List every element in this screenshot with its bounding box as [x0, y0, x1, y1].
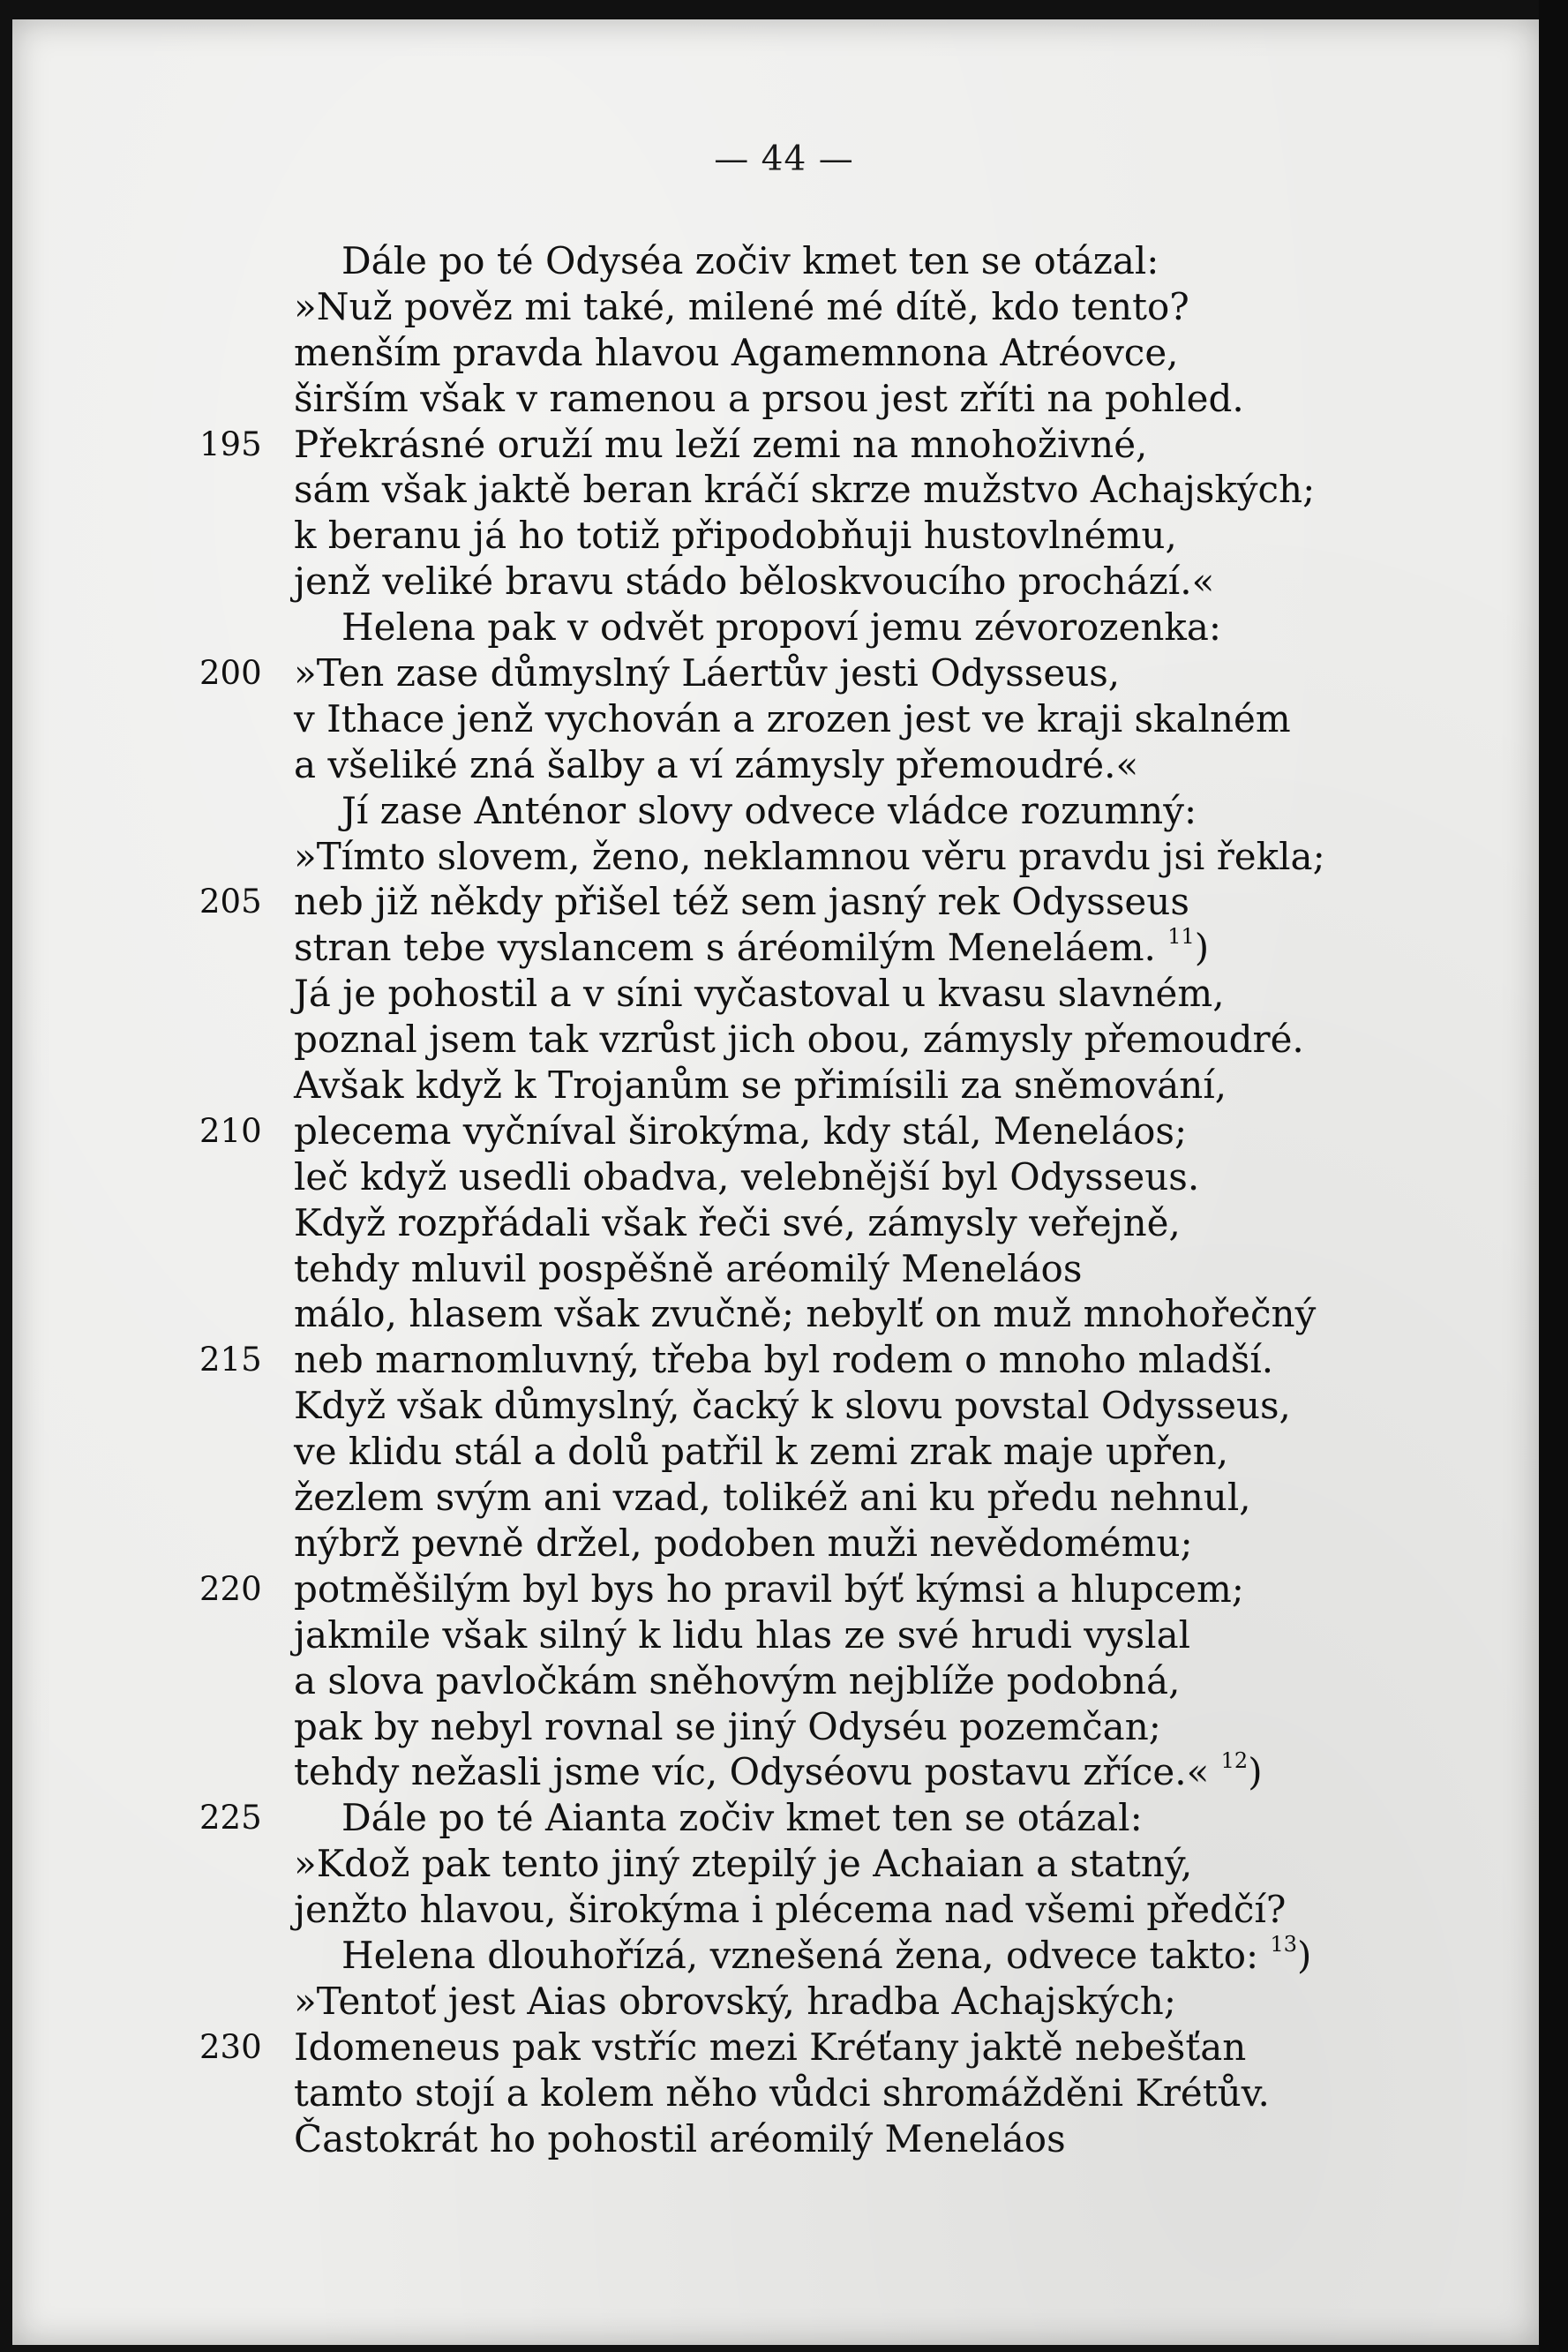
line-content: k beranu já ho totiž připodobňuji hustovlnému, [294, 514, 1177, 558]
line-content: Když rozpřádali však řeči své, zámysly veřejně, [294, 1200, 1181, 1244]
verse-line [0, 2116, 1568, 2162]
verse-line [0, 1612, 1568, 1658]
line-number: 230 [199, 2027, 262, 2066]
line-content: poznal jsem tak vzrůst jich obou, zámysly přemoudré. [294, 1018, 1304, 1062]
line-content: Jí zase Anténor slovy odvece vládce rozumný: [341, 788, 1197, 832]
line-text [294, 1291, 1316, 1337]
line-content: jenžto hlavou, širokýma i plécema nad všemi předčí? [294, 1888, 1287, 1932]
line-text [294, 1200, 1181, 1246]
line-text [294, 284, 1189, 330]
verse-line [0, 467, 1568, 513]
line-content: širším však v ramenou a prsou jest zříti na pohled. [294, 376, 1244, 420]
line-content: jakmile však silný k lidu hlas ze své hrudi vyslal [294, 1612, 1191, 1657]
line-text [341, 1795, 1143, 1841]
verse-line [0, 650, 1568, 696]
line-content: Helena pak v odvět propoví jemu zévorozenka: [341, 605, 1222, 650]
line-number: 210 [199, 1111, 262, 1150]
verse-line [0, 1979, 1568, 2025]
verse-line [0, 1383, 1568, 1429]
verse-line [0, 1429, 1568, 1475]
line-text [294, 467, 1315, 513]
verse-line [0, 1291, 1568, 1337]
line-text [294, 1154, 1199, 1200]
verse-line [0, 2025, 1568, 2070]
line-text [294, 971, 1225, 1017]
line-content: »Tentoť jest Aias obrovský, hradba Achajských; [294, 1979, 1176, 2023]
line-text [294, 1658, 1180, 1704]
line-text [294, 1567, 1244, 1612]
line-text [294, 1887, 1286, 1933]
verse-text [0, 238, 1568, 2161]
line-content: Dále po té Odyséa zočiv kmet ten se otázal: [341, 239, 1159, 282]
line-text [294, 513, 1177, 559]
footnote-paren: ) [1248, 1750, 1263, 1794]
line-content: »Nuž pověz mi také, milené mé dítě, kdo tento? [294, 284, 1189, 328]
line-content: »Ten zase důmyslný Láertův jesti Odysseus, [294, 651, 1121, 695]
line-text [294, 650, 1120, 696]
verse-line [0, 605, 1568, 650]
line-text [294, 1337, 1273, 1383]
verse-line [0, 1475, 1568, 1521]
line-content: leč když usedli obadva, velebnější byl Odysseus. [294, 1154, 1200, 1199]
line-text [294, 2116, 1066, 2162]
verse-line [0, 788, 1568, 834]
line-text [294, 2025, 1246, 2070]
line-content: neb marnomluvný, třeba byl rodem o mnoho mladší. [294, 1338, 1274, 1382]
line-text [294, 925, 1209, 971]
verse-line [0, 925, 1568, 971]
verse-line [0, 1841, 1568, 1887]
verse-line [0, 1063, 1568, 1108]
verse-line [0, 742, 1568, 788]
verse-line [0, 879, 1568, 925]
line-text [294, 879, 1189, 925]
line-number: 220 [199, 1569, 262, 1608]
line-text [341, 605, 1221, 650]
verse-line [0, 1704, 1568, 1750]
line-text [341, 238, 1159, 284]
line-text [294, 742, 1138, 788]
line-text [294, 834, 1325, 880]
line-text [294, 376, 1244, 422]
line-content: »Tímto slovem, ženo, neklamnou věru pravdu jsi řekla; [294, 834, 1325, 878]
footnote-paren: ) [1194, 926, 1210, 970]
line-text [294, 1979, 1176, 2025]
line-text [294, 1246, 1082, 1292]
line-content: málo, hlasem však zvučně; nebylť on muž mnohořečný [294, 1292, 1317, 1336]
line-content: potměšilým byl bys ho pravil býť kýmsi a hlupcem; [294, 1567, 1244, 1611]
line-text [294, 1612, 1190, 1658]
line-text [294, 696, 1291, 742]
verse-line [0, 1567, 1568, 1612]
verse-line [0, 1658, 1568, 1704]
verse-line [0, 376, 1568, 422]
line-content: Překrásné oruží mu leží zemi na mnohoživné, [294, 422, 1148, 466]
verse-line [0, 1200, 1568, 1246]
line-content: Dále po té Aianta zočiv kmet ten se otázal: [341, 1796, 1143, 1840]
line-content: Idomeneus pak vstříc mezi Kréťany jaktě nebešťan [294, 2025, 1247, 2069]
line-content: Když však důmyslný, čacký k slovu povstal Odysseus, [294, 1384, 1291, 1428]
line-content: žezlem svým ani vzad, tolikéž ani ku předu nehnul, [294, 1476, 1251, 1520]
line-text [294, 1108, 1187, 1154]
line-text [294, 422, 1147, 468]
line-text [294, 1063, 1227, 1108]
line-content: plecema vyčníval širokýma, kdy stál, Meneláos; [294, 1108, 1188, 1153]
line-content: tehdy nežasli jsme víc, Odyséovu postavu zříce.« [294, 1750, 1210, 1794]
line-content: nýbrž pevně držel, podoben muži nevědomému; [294, 1521, 1193, 1565]
line-text [294, 1017, 1304, 1063]
line-number: 225 [199, 1799, 262, 1837]
line-text [341, 1933, 1311, 1979]
line-content: Častokrát ho pohostil aréomilý Meneláos [294, 2116, 1066, 2160]
verse-line [0, 1108, 1568, 1154]
line-number: 215 [199, 1341, 262, 1379]
line-text [294, 330, 1179, 376]
verse-line [0, 2070, 1568, 2116]
line-content: a všeliké zná šalby a ví zámysly přemoudré.« [294, 742, 1139, 786]
line-text [294, 1704, 1161, 1750]
line-content: v Ithace jenž vychován a zrozen jest ve kraji skalném [294, 696, 1291, 740]
line-text [294, 1521, 1193, 1567]
line-text [294, 1475, 1251, 1521]
verse-line [0, 971, 1568, 1017]
line-content: pak by nebyl rovnal se jiný Odyséu pozemčan; [294, 1704, 1161, 1748]
verse-line [0, 1887, 1568, 1933]
line-text [294, 2070, 1270, 2116]
line-text [294, 1841, 1192, 1887]
line-content: neb již někdy přišel též sem jasný rek Odysseus [294, 880, 1189, 924]
line-content: sám však jaktě beran kráčí skrze mužstvo Achajských; [294, 468, 1316, 512]
footnote-paren: ) [1297, 1933, 1312, 1977]
line-content: ve klidu stál a dolů patřil k zemi zrak maje upřen, [294, 1430, 1229, 1474]
line-content: menším pravda hlavou Agamemnona Atréovce, [294, 330, 1179, 374]
verse-line [0, 422, 1568, 468]
verse-line [0, 1521, 1568, 1567]
page-number: — 44 — [714, 139, 854, 179]
verse-line [0, 696, 1568, 742]
line-text [294, 1383, 1291, 1429]
line-number: 195 [199, 425, 262, 463]
line-content: Helena dlouhořízá, vznešená žena, odvece takto: [341, 1933, 1259, 1977]
line-content: »Kdož pak tento jiný ztepilý je Achaian a statný, [294, 1842, 1193, 1886]
line-content: tamto stojí a kolem něho vůdci shromážděni Krétův. [294, 2070, 1270, 2115]
line-content: stran tebe vyslancem s áréomilým Meneláem. [294, 926, 1156, 970]
line-number: 200 [199, 654, 262, 693]
verse-line [0, 1337, 1568, 1383]
line-content: Avšak když k Trojanům se přimísili za sněmování, [294, 1063, 1227, 1108]
verse-line [0, 1246, 1568, 1292]
verse-line [0, 284, 1568, 330]
verse-line [0, 513, 1568, 559]
line-content: Já je pohostil a v síni vyčastoval u kvasu slavném, [294, 972, 1225, 1016]
line-text [341, 788, 1197, 834]
footnote-marker: 11 [1167, 924, 1195, 950]
verse-line [0, 1795, 1568, 1841]
line-text [294, 559, 1214, 605]
verse-line [0, 1154, 1568, 1200]
footnote-marker: 12 [1220, 1748, 1249, 1774]
line-content: jenž veliké bravu stádo běloskvoucího prochází.« [294, 560, 1215, 604]
line-content: a slova pavločkám sněhovým nejblíže podobná, [294, 1658, 1181, 1702]
verse-line [0, 1017, 1568, 1063]
line-number: 205 [199, 883, 262, 921]
line-text [294, 1749, 1263, 1795]
line-content: tehdy mluvil pospěšně aréomilý Meneláos [294, 1246, 1083, 1290]
line-text [294, 1429, 1228, 1475]
verse-line [0, 834, 1568, 880]
verse-line [0, 1933, 1568, 1979]
verse-line [0, 330, 1568, 376]
verse-line [0, 238, 1568, 284]
footnote-marker: 13 [1270, 1931, 1298, 1957]
verse-line [0, 1749, 1568, 1795]
verse-line [0, 559, 1568, 605]
